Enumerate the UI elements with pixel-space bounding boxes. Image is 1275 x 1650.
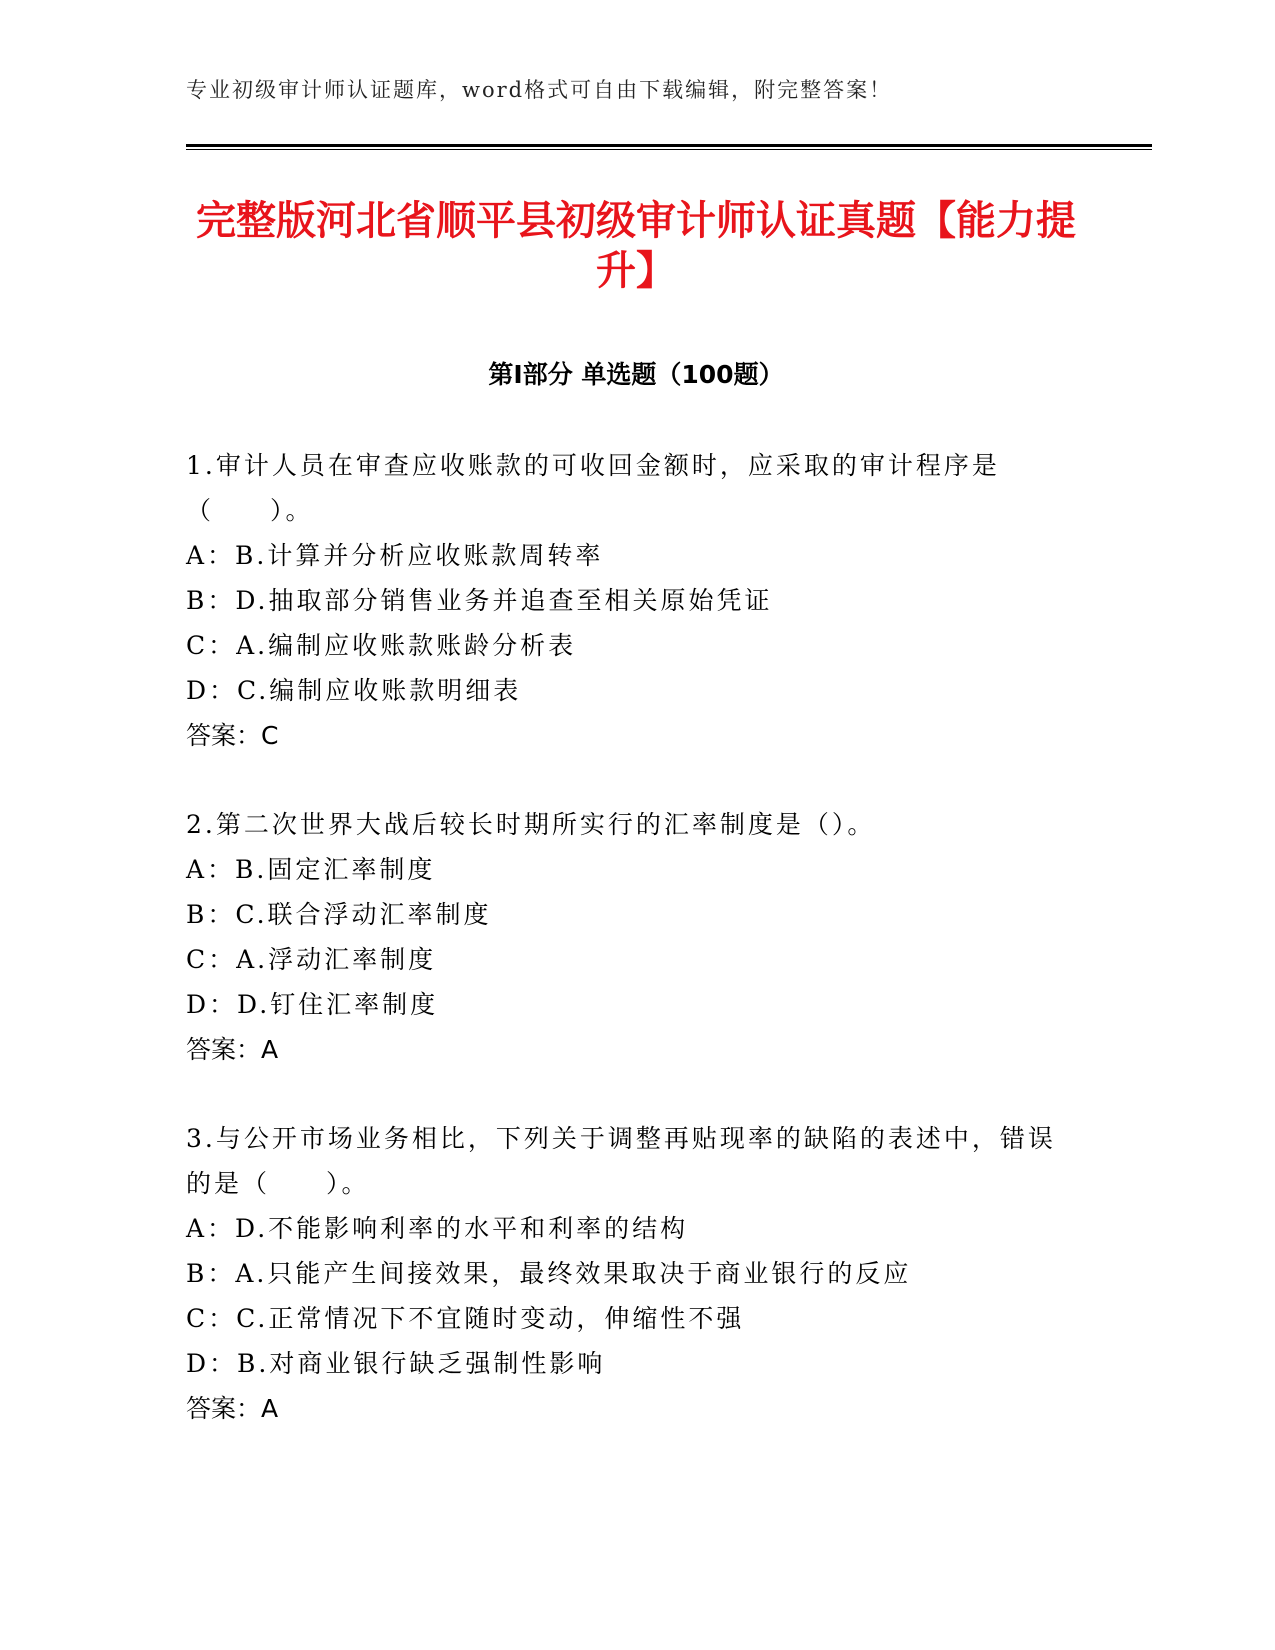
option-a: A：B.固定汇率制度 — [186, 855, 436, 884]
option-a: A：D.不能影响利率的水平和利率的结构 — [186, 1214, 689, 1243]
option-b: B：D.抽取部分销售业务并追查至相关原始凭证 — [186, 586, 773, 615]
option-d: D：B.对商业银行缺乏强制性影响 — [186, 1349, 606, 1378]
header-rule-thin — [186, 149, 1152, 150]
option-d: D：C.编制应收账款明细表 — [186, 676, 522, 705]
question-1 — [186, 443, 1066, 758]
question-stem: 1.审计人员在审查应收账款的可收回金额时，应采取的审计程序是（ ）。 — [186, 451, 1000, 525]
question-stem: 3.与公开市场业务相比，下列关于调整再贴现率的缺陷的表述中，错误的是（ ）。 — [186, 1124, 1056, 1198]
option-d: D：D.钉住汇率制度 — [186, 990, 439, 1019]
option-a: A：B.计算并分析应收账款周转率 — [186, 541, 604, 570]
answer-line: 答案：A — [186, 1035, 279, 1064]
question-3 — [186, 1116, 1066, 1431]
header-rule-thick — [186, 144, 1152, 147]
option-c: C：C.正常情况下不宜随时变动，伸缩性不强 — [186, 1304, 745, 1333]
answer-line: 答案：A — [186, 1394, 279, 1423]
section-heading: 第I部分 单选题（100题） — [488, 360, 784, 389]
question-list — [186, 443, 1066, 1475]
option-b: B：A.只能产生间接效果，最终效果取决于商业银行的反应 — [186, 1259, 912, 1288]
option-c: C：A.浮动汇率制度 — [186, 945, 437, 974]
option-b: B：C.联合浮动汇率制度 — [186, 900, 492, 929]
question-stem: 2.第二次世界大战后较长时期所实行的汇率制度是（）。 — [186, 810, 876, 839]
page-header: 专业初级审计师认证题库，word格式可自由下载编辑，附完整答案！ — [186, 78, 893, 102]
document-title: 完整版河北省顺平县初级审计师认证真题【能力提升】 — [196, 198, 1076, 294]
option-c: C：A.编制应收账款账龄分析表 — [186, 631, 577, 660]
answer-line: 答案：C — [186, 721, 279, 750]
question-2 — [186, 802, 1066, 1072]
